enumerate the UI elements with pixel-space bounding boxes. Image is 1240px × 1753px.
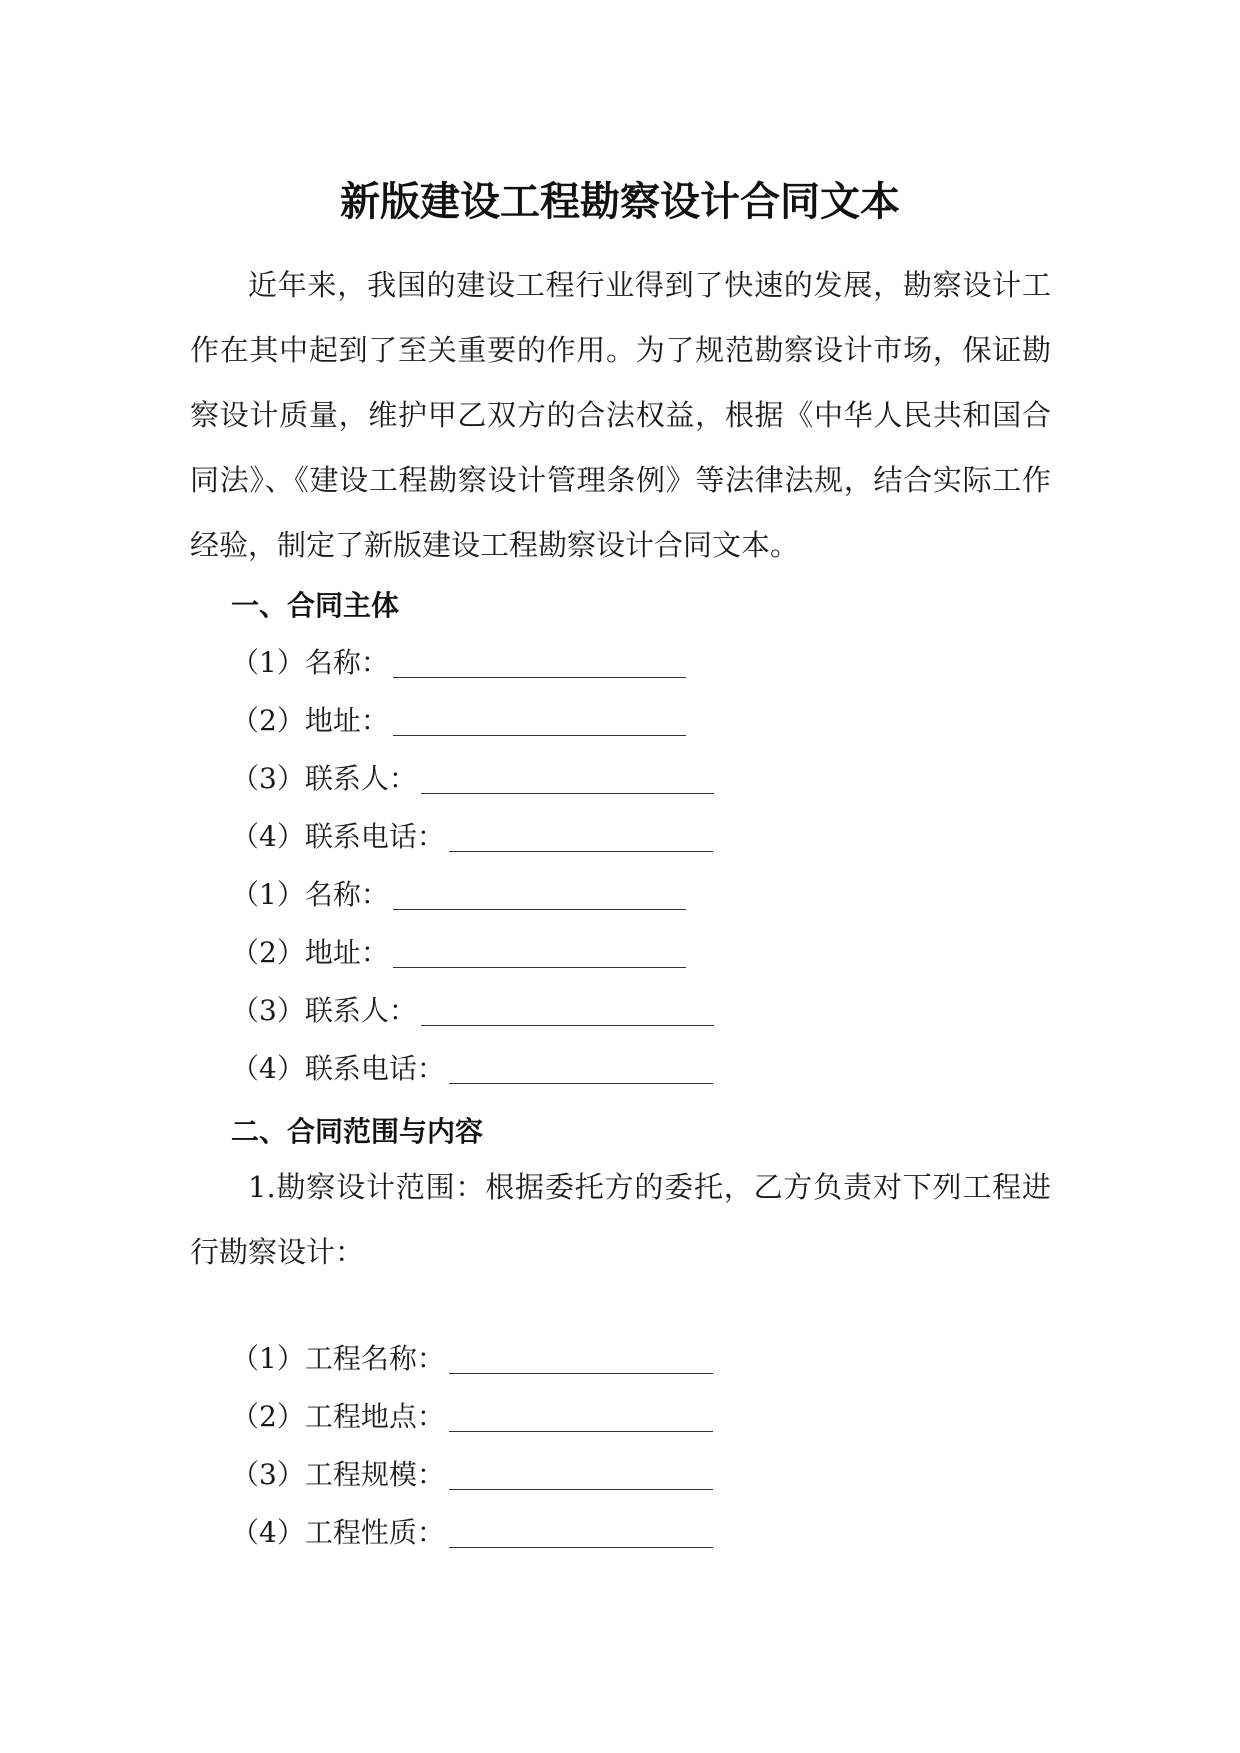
section-heading-scope-content: 二、合同范围与内容 <box>231 1115 484 1148</box>
field-label: （1）名称： <box>231 646 389 679</box>
intro-paragraph: 近年来，我国的建设工程行业得到了快速的发展，勘察设计工作在其中起到了至关重要的作用。为了规范勘察设计市场，保证勘察设计质量，维护甲乙双方的合法权益，根据《中华人民共和国合同法》、《建设工程勘察设计管理条例》等法律法规，结合实际工作经验，制定了新版建设工程勘察设计合同文本。 <box>190 268 1051 562</box>
section-heading-contract-parties: 一、合同主体 <box>231 589 400 622</box>
field-label: （1）工程名称： <box>231 1342 445 1375</box>
form-field-project-nature <box>231 1513 713 1553</box>
field-label: （1）名称： <box>231 878 389 911</box>
field-label: （3）联系人： <box>231 994 417 1027</box>
form-field-project-name <box>231 1339 713 1379</box>
form-field-party-b-contact <box>231 991 714 1031</box>
form-field-party-a-contact <box>231 759 714 799</box>
fill-in-blank[interactable] <box>393 881 686 910</box>
field-label: （4）联系电话： <box>231 820 445 853</box>
field-label: （3）工程规模： <box>231 1458 445 1491</box>
fill-in-blank[interactable] <box>393 707 686 736</box>
field-label: （2）地址： <box>231 936 389 969</box>
document-title: 新版建设工程勘察设计合同文本 <box>340 179 900 225</box>
field-label: （3）联系人： <box>231 762 417 795</box>
fill-in-blank[interactable] <box>393 939 686 968</box>
fill-in-blank[interactable] <box>449 1403 713 1432</box>
fill-in-blank[interactable] <box>393 649 686 678</box>
form-field-party-a-address <box>231 701 686 741</box>
fill-in-blank[interactable] <box>421 765 714 794</box>
form-field-party-b-name <box>231 875 686 915</box>
fill-in-blank[interactable] <box>449 1461 713 1490</box>
field-label: （2）工程地点： <box>231 1400 445 1433</box>
field-label: （4）工程性质： <box>231 1516 445 1549</box>
form-field-party-b-address <box>231 933 686 973</box>
form-field-project-location <box>231 1397 713 1437</box>
fill-in-blank[interactable] <box>449 1055 713 1084</box>
fill-in-blank[interactable] <box>449 823 713 852</box>
scope-paragraph: 1.勘察设计范围：根据委托方的委托，乙方负责对下列工程进行勘察设计： <box>190 1170 1051 1269</box>
form-field-party-a-phone <box>231 817 713 857</box>
form-field-party-a-name <box>231 643 686 683</box>
field-label: （2）地址： <box>231 704 389 737</box>
field-label: （4）联系电话： <box>231 1052 445 1085</box>
fill-in-blank[interactable] <box>449 1345 713 1374</box>
fill-in-blank[interactable] <box>449 1519 713 1548</box>
fill-in-blank[interactable] <box>421 997 714 1026</box>
form-field-party-b-phone <box>231 1049 713 1089</box>
form-field-project-scale <box>231 1455 713 1495</box>
